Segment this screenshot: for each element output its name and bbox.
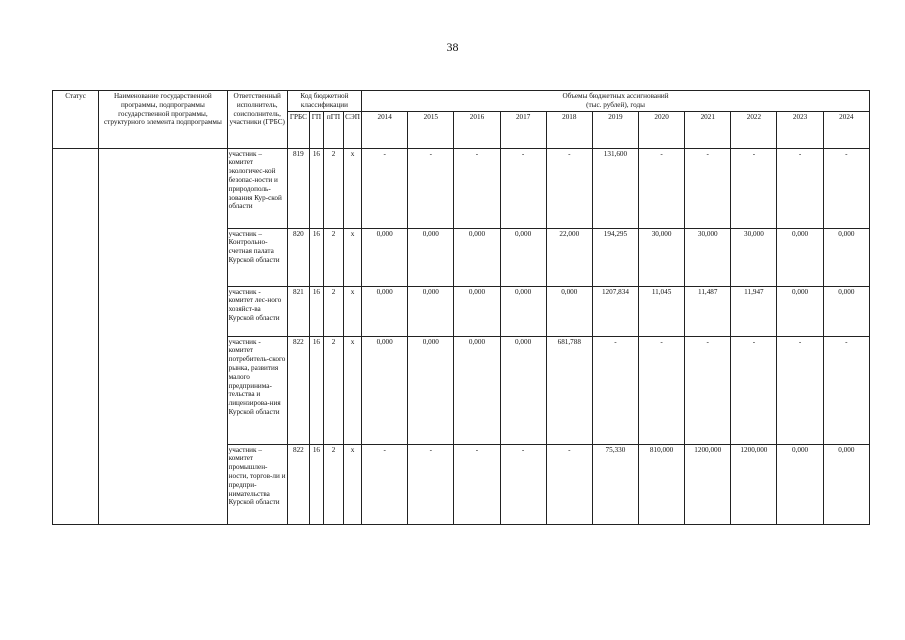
value-cell: 0,000 <box>500 336 546 444</box>
executor-cell: участник – комитет экологичес-кой безопас-ности и природополь-зования Кур-ской области <box>227 148 287 228</box>
executor-cell: участник - комитет лес-ного хозяйст-ва Курской области <box>227 286 287 336</box>
value-cell: - <box>362 444 408 524</box>
value-cell: - <box>546 148 592 228</box>
value-cell: 0,000 <box>546 286 592 336</box>
grbs-cell: 822 <box>287 444 309 524</box>
value-cell: 1200,000 <box>731 444 777 524</box>
header-year: 2019 <box>592 111 638 148</box>
gp-cell: 16 <box>309 336 323 444</box>
value-cell: 0,000 <box>823 228 869 286</box>
value-cell: - <box>823 336 869 444</box>
value-cell: - <box>639 336 685 444</box>
sep-cell: х <box>344 228 362 286</box>
header-year: 2017 <box>500 111 546 148</box>
budget-table <box>52 90 870 525</box>
value-cell: - <box>823 148 869 228</box>
executor-cell: участник - комитет потребитель-ского рынка, развития малого предпринима-тельства и лицензирова-ния Курской области <box>227 336 287 444</box>
header-year: 2020 <box>639 111 685 148</box>
sep-cell: х <box>344 336 362 444</box>
table-row <box>53 148 870 228</box>
value-cell: 1200,000 <box>685 444 731 524</box>
gp-cell: 16 <box>309 444 323 524</box>
value-cell: - <box>454 444 500 524</box>
value-cell: 30,000 <box>731 228 777 286</box>
value-cell: - <box>685 148 731 228</box>
value-cell: - <box>408 444 454 524</box>
header-code-group: Код бюджетной классификации <box>287 91 361 112</box>
sep-cell: х <box>344 286 362 336</box>
header-code-col: СЭП <box>344 111 362 148</box>
sep-cell: х <box>344 148 362 228</box>
header-year: 2021 <box>685 111 731 148</box>
value-cell: - <box>685 336 731 444</box>
value-cell: - <box>592 336 638 444</box>
gp-cell: 16 <box>309 148 323 228</box>
page-number: 38 <box>446 40 459 54</box>
pgp-cell: 2 <box>323 286 343 336</box>
value-cell: 0,000 <box>777 228 823 286</box>
value-cell: - <box>408 148 454 228</box>
value-cell: 131,600 <box>592 148 638 228</box>
table-body <box>53 148 870 524</box>
header-name: Наименование государственной программы, подпрограммы государственной программы, структурного элемента подпрограммы <box>99 91 227 149</box>
value-cell: 194,295 <box>592 228 638 286</box>
value-cell: 0,000 <box>362 336 408 444</box>
grbs-cell: 822 <box>287 336 309 444</box>
pgp-cell: 2 <box>323 148 343 228</box>
executor-cell: участник – комитет промышлен-ности, торгов-ли и предпри-нимательства Курской области <box>227 444 287 524</box>
header-volume-line1: Объемы бюджетных ассигнований <box>562 92 669 100</box>
value-cell: 0,000 <box>777 444 823 524</box>
grbs-cell: 820 <box>287 228 309 286</box>
value-cell: 681,788 <box>546 336 592 444</box>
value-cell: 0,000 <box>454 336 500 444</box>
value-cell: 0,000 <box>454 286 500 336</box>
grbs-cell: 819 <box>287 148 309 228</box>
value-cell: - <box>731 148 777 228</box>
header-year: 2015 <box>408 111 454 148</box>
gp-cell: 16 <box>309 228 323 286</box>
value-cell: - <box>454 148 500 228</box>
value-cell: 0,000 <box>362 286 408 336</box>
value-cell: - <box>777 336 823 444</box>
header-code-col: ГРБС <box>287 111 309 148</box>
pgp-cell: 2 <box>323 444 343 524</box>
header-year: 2014 <box>362 111 408 148</box>
value-cell: - <box>362 148 408 228</box>
value-cell: 0,000 <box>362 228 408 286</box>
value-cell: - <box>500 444 546 524</box>
value-cell: - <box>639 148 685 228</box>
status-cell <box>53 148 99 524</box>
header-code-col: пГП <box>323 111 343 148</box>
value-cell: 1207,834 <box>592 286 638 336</box>
value-cell: 30,000 <box>685 228 731 286</box>
value-cell: 810,000 <box>639 444 685 524</box>
table-header <box>53 91 870 149</box>
value-cell: - <box>731 336 777 444</box>
value-cell: 75,330 <box>592 444 638 524</box>
value-cell: 0,000 <box>408 228 454 286</box>
header-code-col: ГП <box>309 111 323 148</box>
header-year: 2022 <box>731 111 777 148</box>
header-year: 2018 <box>546 111 592 148</box>
pgp-cell: 2 <box>323 228 343 286</box>
header-volume-line2: (тыс. рублей), годы <box>586 100 645 109</box>
value-cell: 11,045 <box>639 286 685 336</box>
value-cell: 0,000 <box>408 286 454 336</box>
value-cell: 0,000 <box>500 286 546 336</box>
value-cell: - <box>777 148 823 228</box>
value-cell: - <box>500 148 546 228</box>
pgp-cell: 2 <box>323 336 343 444</box>
value-cell: 0,000 <box>823 286 869 336</box>
value-cell: 0,000 <box>500 228 546 286</box>
executor-cell: участник – Контрольно-счетная палата Курской области <box>227 228 287 286</box>
value-cell: 0,000 <box>408 336 454 444</box>
grbs-cell: 821 <box>287 286 309 336</box>
value-cell: 30,000 <box>639 228 685 286</box>
value-cell: 0,000 <box>823 444 869 524</box>
gp-cell: 16 <box>309 286 323 336</box>
header-year: 2023 <box>777 111 823 148</box>
value-cell: 22,000 <box>546 228 592 286</box>
header-status: Статус <box>53 91 99 149</box>
value-cell: 0,000 <box>454 228 500 286</box>
value-cell: 0,000 <box>777 286 823 336</box>
header-volume <box>362 91 870 112</box>
sep-cell: х <box>344 444 362 524</box>
header-year: 2024 <box>823 111 869 148</box>
header-year: 2016 <box>454 111 500 148</box>
program-name-cell <box>99 148 227 524</box>
value-cell: - <box>546 444 592 524</box>
value-cell: 11,947 <box>731 286 777 336</box>
value-cell: 11,487 <box>685 286 731 336</box>
header-executor: Ответственный исполнитель, соисполнитель, участники (ГРБС) <box>227 91 287 149</box>
